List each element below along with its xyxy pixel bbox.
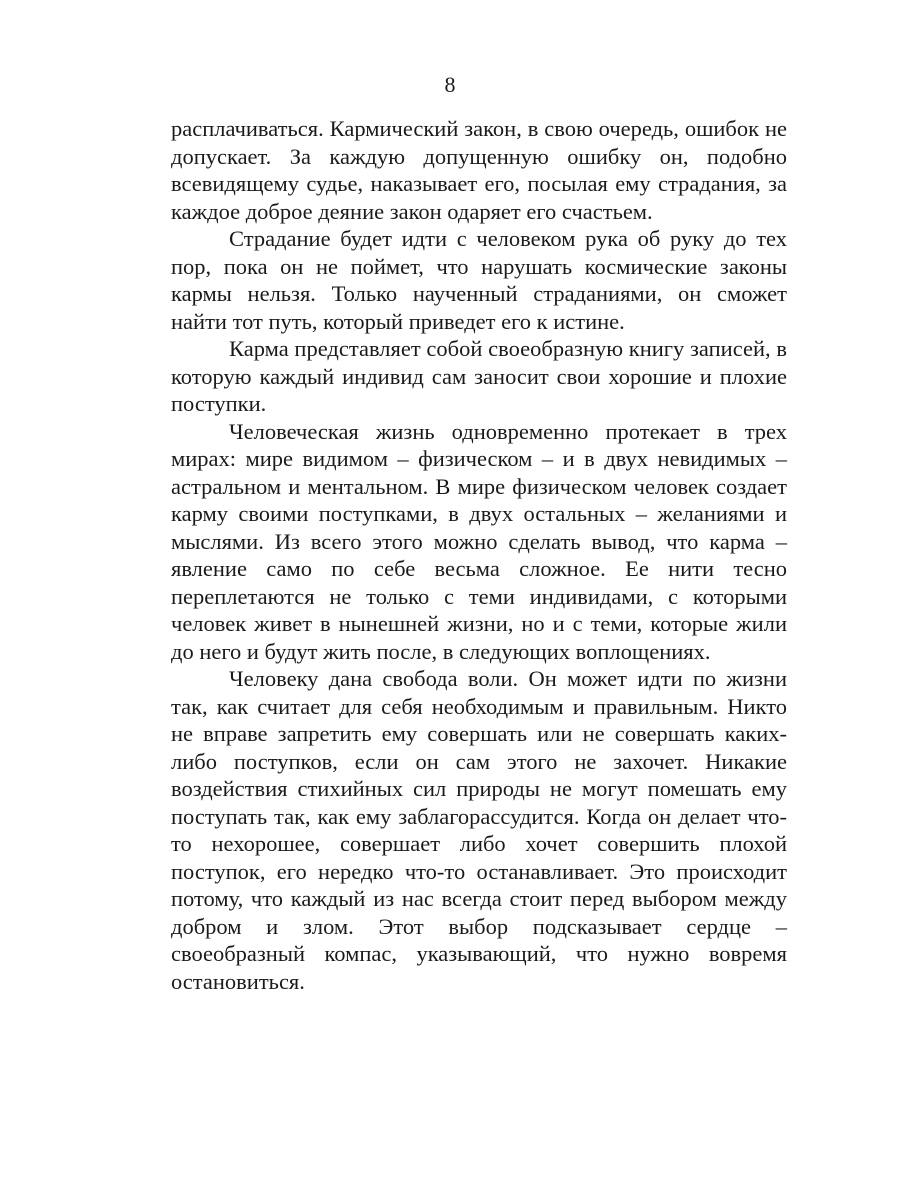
paragraph-continuation: расплачиваться. Кармический закон, в свою очередь, ошибок не допускает. За каждую допущенную ошибку он, подобно всевидящему судье, наказывает его, посылая ему страдания, за каждое доброе деяние закон одаряет его счастьем. bbox=[171, 116, 787, 224]
paragraph: Человеку дана свобода воли. Он может идти по жизни так, как считает для себя необходимым и правильным. Никто не вправе запретить ему совершать или не совершать каких-либо поступков, если он сам этого не захочет. Никакие воздействия стихийных сил природы не могут помешать ему поступать так, как ему заблагорассудится. Когда он делает что-то нехорошее, совершает либо хочет совершить плохой поступок, его нередко что-то останавливает. Это происходит потому, что каждый из нас всегда стоит перед выбором между добром и злом. Этот выбор подсказывает сердце – своеобразный компас, указывающий, что нужно вовремя остановиться. bbox=[171, 666, 787, 994]
paragraph: Карма представляет собой своеобразную книгу записей, в которую каждый индивид сам заносит свои хорошие и плохие поступки. bbox=[171, 336, 787, 416]
page-number: 8 bbox=[444, 72, 456, 97]
paragraph: Человеческая жизнь одновременно протекает в трех мирах: мире видимом – физическом – и в двух невидимых – астральном и ментальном. В мире физическом человек создает карму своими поступками, в двух остальных – желаниями и мыслями. Из всего этого можно сделать вывод, что карма – явление само по себе весьма сложное. Ее нити тесно переплетаются не только с теми индивидами, с которыми человек живет в нынешней жизни, но и с теми, которые жили до него и будут жить после, в следующих воплощениях. bbox=[171, 418, 787, 664]
body-text bbox=[171, 115, 787, 995]
paragraph: Страдание будет идти с человеком рука об руку до тех пор, пока он не поймет, что нарушать космические законы кармы нельзя. Только наученный страданиями, он сможет найти тот путь, который приведет его к истине. bbox=[171, 226, 787, 334]
